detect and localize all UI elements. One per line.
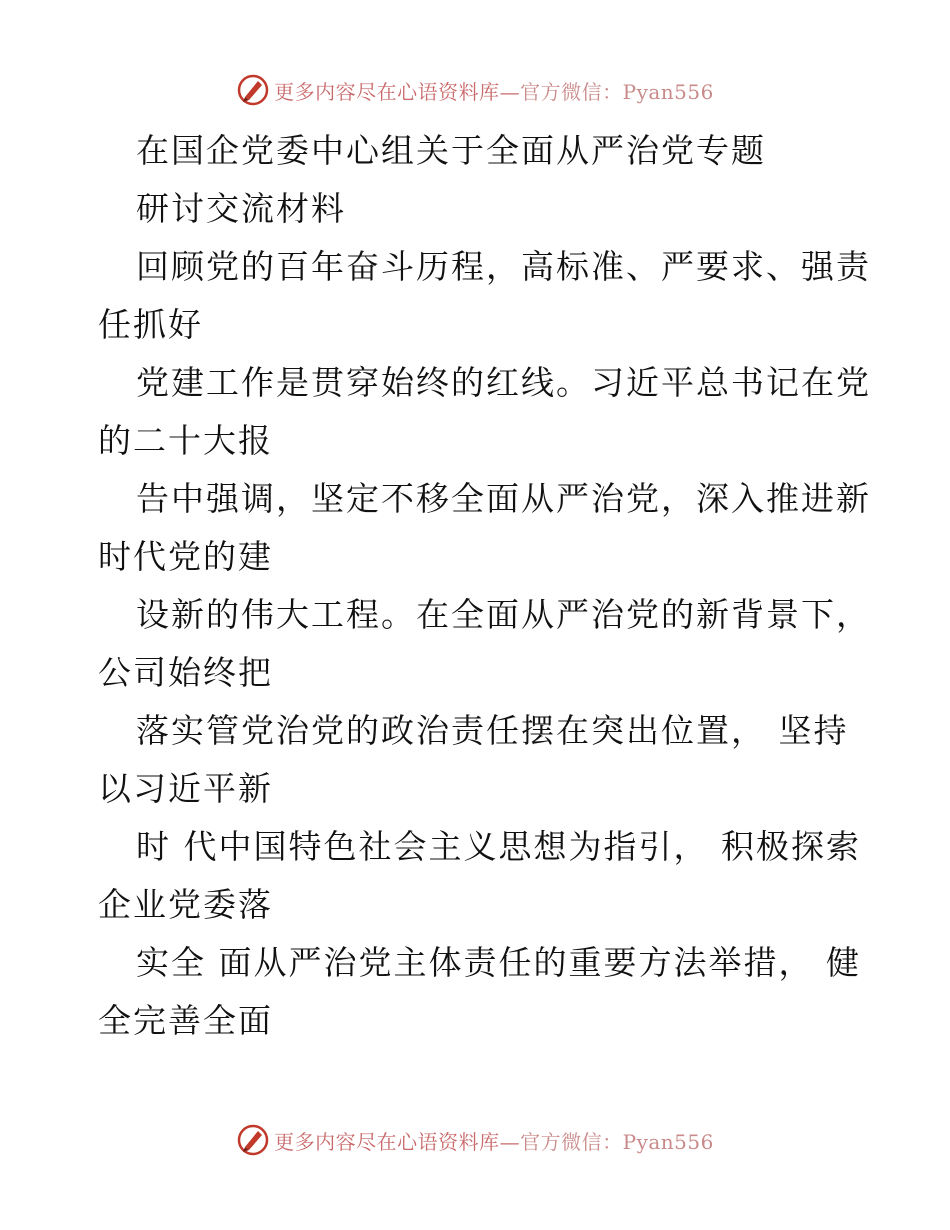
text-line: 设新的伟大工程。在全面从严治党的新背景下， bbox=[136, 595, 871, 634]
document-body bbox=[98, 122, 871, 1050]
banner-text bbox=[274, 1126, 714, 1155]
text-line: 企业党委落 bbox=[98, 885, 273, 924]
pen-logo-icon bbox=[236, 73, 270, 107]
banner-dash: — bbox=[499, 1129, 521, 1154]
banner-text bbox=[274, 76, 714, 105]
banner-dash: — bbox=[499, 79, 521, 104]
footer-banner bbox=[0, 1120, 950, 1160]
banner-wechat-id: Pyan556 bbox=[622, 79, 714, 104]
banner-site: 更多内容尽在心语资料库 bbox=[274, 79, 500, 104]
text-line: 落实管党治党的政治责任摆在突出位置， 坚持 bbox=[136, 711, 849, 750]
text-line: 在国企党委中心组关于全面从严治党专题 bbox=[136, 131, 766, 170]
text-line: 公司始终把 bbox=[98, 653, 273, 692]
text-line: 告中强调，坚定不移全面从严治党，深入推进新 bbox=[136, 479, 871, 518]
text-line: 的二十大报 bbox=[98, 421, 273, 460]
text-line: 全完善全面 bbox=[98, 1001, 273, 1040]
text-line: 时代党的建 bbox=[98, 537, 273, 576]
text-line: 以习近平新 bbox=[98, 769, 273, 808]
text-line: 任抓好 bbox=[98, 305, 203, 344]
banner-wechat-id: Pyan556 bbox=[622, 1129, 714, 1154]
header-banner bbox=[0, 70, 950, 110]
banner-site: 更多内容尽在心语资料库 bbox=[274, 1129, 500, 1154]
text-line: 回顾党的百年奋斗历程，高标准、严要求、强责 bbox=[136, 247, 871, 286]
text-line: 党建工作是贯穿始终的红线。习近平总书记在党 bbox=[136, 363, 871, 402]
text-line: 研讨交流材料 bbox=[136, 189, 346, 228]
text-line: 时 代中国特色社会主义思想为指引， 积极探索 bbox=[136, 827, 861, 866]
banner-wechat-label: 官方微信： bbox=[520, 1129, 623, 1154]
text-line: 实全 面从严治党主体责任的重要方法举措， 健 bbox=[136, 943, 861, 982]
banner-wechat-label: 官方微信： bbox=[520, 79, 623, 104]
pen-logo-icon bbox=[236, 1123, 270, 1157]
